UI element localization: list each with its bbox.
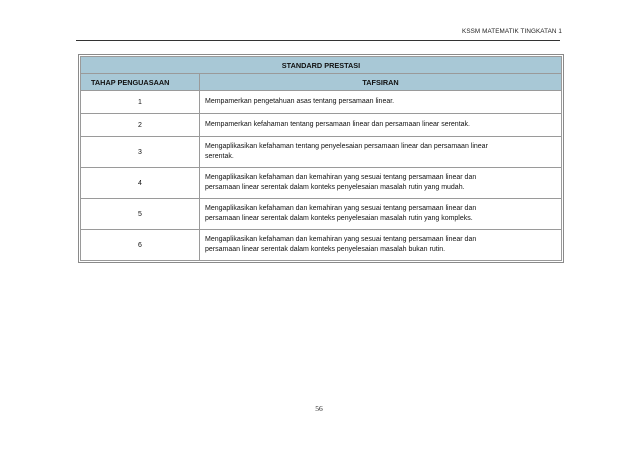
document-header: KSSM MATEMATIK TINGKATAN 1 (462, 28, 562, 35)
description-line: Mempamerkan kefahaman tentang persamaan linear dan persamaan linear serentak. (205, 121, 470, 128)
page-number: 56 (315, 404, 323, 413)
description-line: Mengaplikasikan kefahaman tentang penyelesaian persamaan linear dan persamaan linear (205, 143, 488, 150)
description-line: Mengaplikasikan kefahaman dan kemahiran yang sesuai tentang persamaan linear dan (205, 205, 477, 212)
table-row (81, 91, 562, 114)
table-row (81, 168, 562, 199)
performance-standard-table-frame (78, 54, 564, 263)
table-row (81, 137, 562, 168)
description-cell (200, 168, 562, 199)
description-line: serentak. (205, 153, 234, 160)
description-line: Mengaplikasikan kefahaman dan kemahiran yang sesuai tentang persamaan linear dan (205, 236, 477, 243)
level-cell: 3 (81, 137, 200, 168)
table-title-row (81, 57, 562, 74)
description-line: persamaan linear serentak dalam konteks penyelesaian masalah rutin yang mudah. (205, 184, 465, 191)
level-cell: 6 (81, 230, 200, 261)
table-row (81, 114, 562, 137)
description-cell (200, 199, 562, 230)
table-title: STANDARD PRESTASI (81, 57, 562, 74)
performance-standard-table (80, 56, 562, 261)
table-row (81, 230, 562, 261)
description-line: persamaan linear serentak dalam konteks penyelesaian masalah rutin yang kompleks. (205, 215, 473, 222)
level-cell: 1 (81, 91, 200, 114)
header-divider (76, 40, 560, 41)
column-header-description: TAFSIRAN (200, 74, 562, 91)
description-line: Mempamerkan pengetahuan asas tentang persamaan linear. (205, 98, 395, 105)
level-cell: 2 (81, 114, 200, 137)
description-cell (200, 230, 562, 261)
level-cell: 4 (81, 168, 200, 199)
table-header-row (81, 74, 562, 91)
description-cell (200, 137, 562, 168)
description-line: Mengaplikasikan kefahaman dan kemahiran yang sesuai tentang persamaan linear dan (205, 174, 477, 181)
description-line: persamaan linear serentak dalam konteks penyelesaian masalah bukan rutin. (205, 246, 446, 253)
description-cell (200, 91, 562, 114)
column-header-level: TAHAP PENGUASAAN (81, 74, 200, 91)
description-cell (200, 114, 562, 137)
table-row (81, 199, 562, 230)
level-cell: 5 (81, 199, 200, 230)
